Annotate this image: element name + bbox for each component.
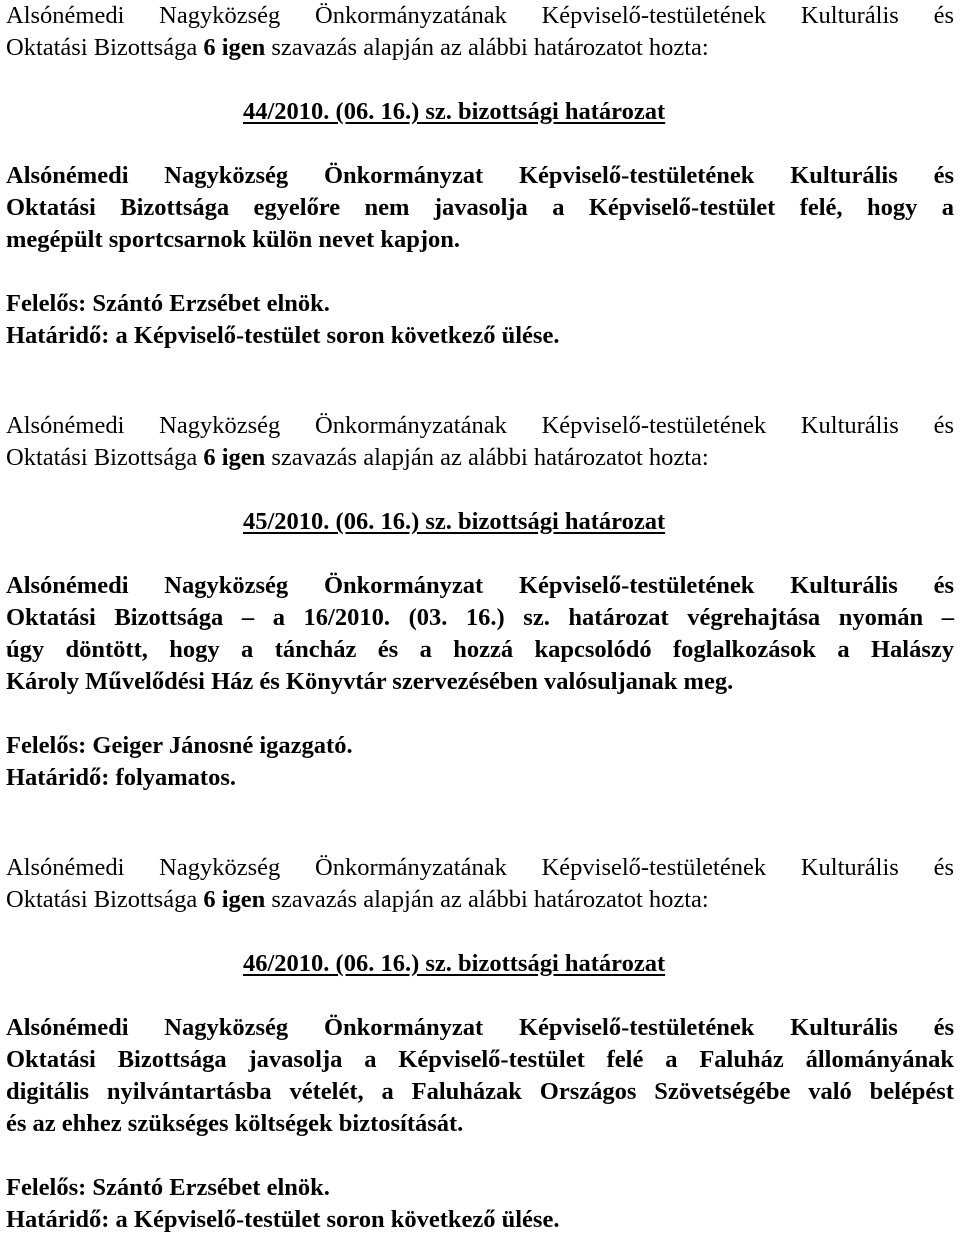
section-intro [6, 0, 954, 64]
resolution-body [6, 160, 954, 256]
body-line: Oktatási Bizottsága – a 16/2010. (03. 16.) sz. határozat végrehajtása nyomán – [6, 604, 954, 631]
intro-text: szavazás alapján az alábbi határozatot hozta: [265, 34, 709, 61]
body-line: Károly Művelődési Ház és Könyvtár szervezésében valósuljanak meg. [6, 668, 734, 695]
intro-line: Alsónémedi Nagyközség Önkormányzatának Képviselő-testületének Kulturális és [6, 412, 954, 439]
body-line: megépült sportcsarnok külön nevet kapjon. [6, 226, 460, 253]
body-line: Alsónémedi Nagyközség Önkormányzat Képviselő-testületének Kulturális és [6, 572, 954, 599]
intro-text: szavazás alapján az alábbi határozatot hozta: [265, 444, 709, 471]
deadline-line: Határidő: a Képviselő-testület soron következő ülése. [6, 322, 560, 349]
vote-count: 6 igen [203, 444, 266, 471]
responsible-line: Felelős: Szántó Erzsébet elnök. [6, 290, 330, 317]
deadline-line: Határidő: folyamatos. [6, 764, 236, 791]
vote-count: 6 igen [203, 886, 266, 913]
intro-line [6, 442, 954, 474]
resolution-heading: 45/2010. (06. 16.) sz. bizottsági határozat [243, 508, 666, 535]
resolution-section [6, 0, 954, 352]
body-line: úgy döntött, hogy a táncház és a hozzá kapcsolódó foglalkozások a Halászy [6, 636, 954, 663]
body-line: Alsónémedi Nagyközség Önkormányzat Képviselő-testületének Kulturális és [6, 1014, 954, 1041]
section-intro [6, 852, 954, 916]
body-line: és az ehhez szükséges költségek biztosítását. [6, 1110, 464, 1137]
body-line: Oktatási Bizottsága javasolja a Képviselő-testület felé a Faluház állományának [6, 1046, 954, 1073]
intro-line [6, 884, 954, 916]
intro-text: Oktatási Bizottsága [6, 444, 204, 471]
resolution-body [6, 570, 954, 698]
resolution-heading: 46/2010. (06. 16.) sz. bizottsági határozat [243, 950, 666, 977]
responsible-line: Felelős: Geiger Jánosné igazgató. [6, 732, 353, 759]
intro-line [6, 32, 954, 64]
document-page [6, 0, 954, 1236]
resolution-section [6, 410, 954, 794]
intro-text: Oktatási Bizottsága [6, 34, 204, 61]
intro-text: szavazás alapján az alábbi határozatot hozta: [265, 886, 709, 913]
resolution-section [6, 852, 954, 1236]
intro-text: Oktatási Bizottsága [6, 886, 204, 913]
body-line: digitális nyilvántartásba vételét, a Faluházak Országos Szövetségébe való belépést [6, 1078, 954, 1105]
section-intro [6, 410, 954, 474]
body-line: Alsónémedi Nagyközség Önkormányzat Képviselő-testületének Kulturális és [6, 162, 954, 189]
deadline-line: Határidő: a Képviselő-testület soron következő ülése. [6, 1206, 560, 1233]
responsible-line: Felelős: Szántó Erzsébet elnök. [6, 1174, 330, 1201]
intro-line: Alsónémedi Nagyközség Önkormányzatának Képviselő-testületének Kulturális és [6, 2, 954, 29]
body-line: Oktatási Bizottsága egyelőre nem javasolja a Képviselő-testület felé, hogy a [6, 194, 954, 221]
vote-count: 6 igen [203, 34, 266, 61]
intro-line: Alsónémedi Nagyközség Önkormányzatának Képviselő-testületének Kulturális és [6, 854, 954, 881]
resolution-heading: 44/2010. (06. 16.) sz. bizottsági határozat [243, 98, 666, 125]
resolution-body [6, 1012, 954, 1140]
